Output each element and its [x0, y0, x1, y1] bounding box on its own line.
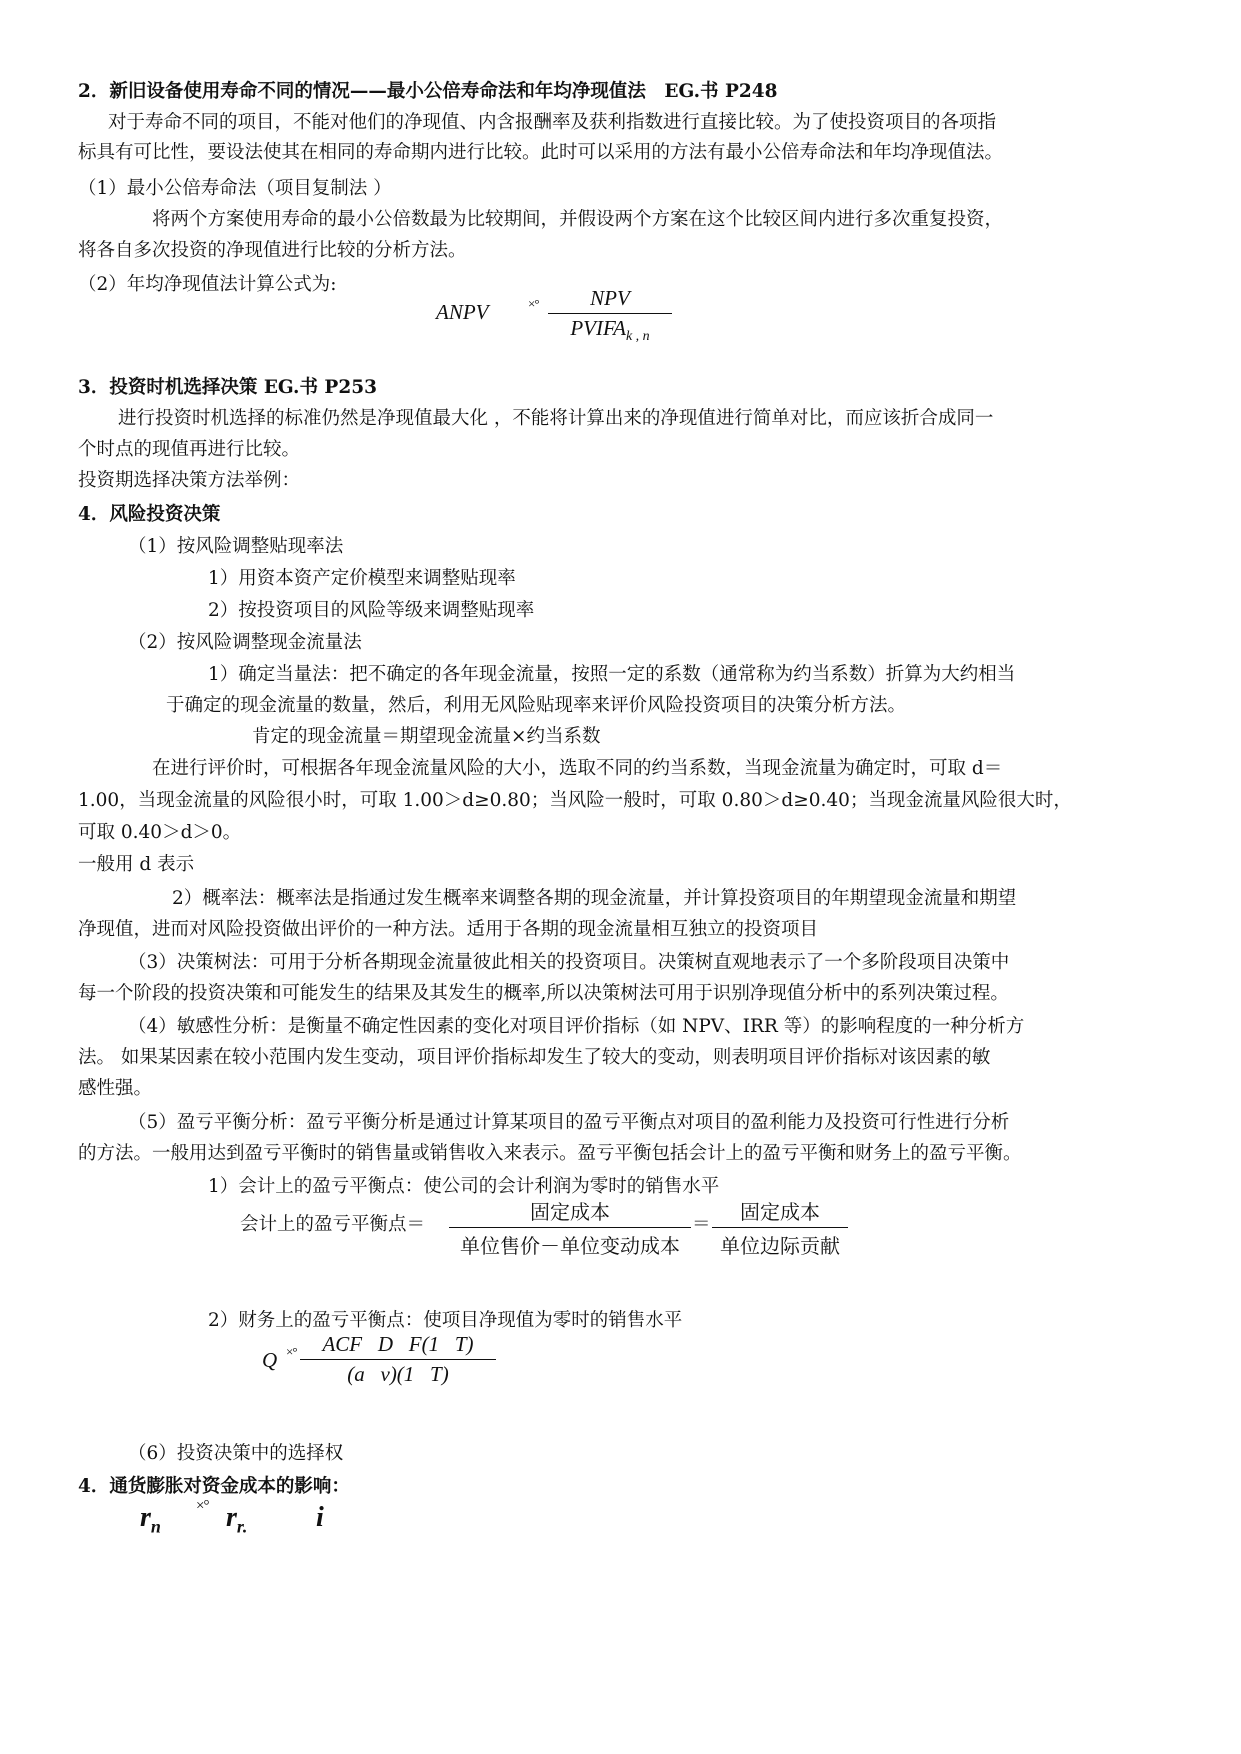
formula-denominator: [564, 314, 655, 345]
formula-equals-glyph: ×°: [528, 296, 539, 311]
paragraph-line: 将各自多次投资的净现值进行比较的分析方法。: [78, 240, 467, 261]
formula-fraction-1: [449, 1196, 691, 1259]
formula-equals-glyph: ×°: [196, 1498, 209, 1514]
formula-i: i: [316, 1502, 324, 1533]
formula-lhs: 会计上的盈亏平衡点＝: [240, 1214, 426, 1235]
paragraph-line: 对于寿命不同的项目，不能对他们的净现值、内含报酬率及获利指数进行直接比较。为了使投资项目的各项指: [108, 112, 997, 133]
section-inflation-heading: 4．通货膨胀对资金成本的影响：: [78, 1476, 350, 1497]
formula-q-fraction: [300, 1332, 496, 1387]
paragraph-line: 1.00，当现金流量的风险很小时，可取 1.00＞d≥0.80；当风险一般时，可取 0.80＞d≥0.40；当现金流量风险很大时，: [78, 790, 1072, 811]
formula-anpv-fraction: [548, 286, 672, 345]
list-item: 2）财务上的盈亏平衡点：使项目净现值为零时的销售水平: [208, 1310, 683, 1331]
formula-numerator: NPV: [590, 286, 630, 310]
section-3-heading: 3．投资时机选择决策 EG.书 P253: [78, 377, 377, 398]
paragraph-line: 的方法。一般用达到盈亏平衡时的销售量或销售收入来表示。盈亏平衡包括会计上的盈亏平衡和财务上的盈亏平衡。: [78, 1143, 1022, 1164]
formula-r-n: [140, 1502, 161, 1538]
paragraph-line: 一般用 d 表示: [78, 854, 195, 875]
paragraph-line: 2）概率法：概率法是指通过发生概率来调整各期的现金流量，并计算投资项目的年期望现金流量和期望: [172, 888, 1017, 909]
list-item: 2）按投资项目的风险等级来调整贴现率: [208, 600, 535, 621]
r-symbol: r: [226, 1502, 237, 1533]
paragraph-line: 1）确定当量法：把不确定的各年现金流量，按照一定的系数（通常称为约当系数）折算为大约相当: [208, 664, 1016, 685]
formula-numerator: 固定成本: [740, 1200, 820, 1224]
formula-denominator: 单位售价－单位变动成本: [460, 1234, 680, 1258]
formula-denominator: (a v)(1 T): [347, 1362, 449, 1386]
formula-equals-glyph: ×°: [286, 1344, 297, 1359]
paragraph-line: 净现值，进而对风险投资做出评价的一种方法。适用于各期的现金流量相互独立的投资项目: [78, 919, 819, 940]
r-symbol: r: [140, 1502, 151, 1533]
list-item: 1）用资本资产定价模型来调整贴现率: [208, 568, 516, 589]
paragraph-line: 在进行评价时，可根据各年现金流量风险的大小，选取不同的约当系数，当现金流量为确定时，可取 d＝: [152, 758, 1003, 779]
formula-equals: ＝: [692, 1214, 711, 1235]
section-2-heading: 2．新旧设备使用寿命不同的情况——最小公倍寿命法和年均净现值法 EG.书 P248: [78, 81, 778, 102]
paragraph-line: 进行投资时机选择的标准仍然是净现值最大化 ，不能将计算出来的净现值进行简单对比，而应该折合成同一: [118, 408, 994, 429]
method-1-title: （1）最小公倍寿命法（项目复制法 ）: [78, 178, 392, 199]
paragraph-line: 法。 如果某因素在较小范围内发生变动，项目评价指标却发生了较大的变动，则表明项目评价指标对该因素的敏: [78, 1047, 991, 1068]
list-item: 1）会计上的盈亏平衡点：使公司的会计利润为零时的销售水平: [208, 1176, 720, 1197]
pvifa-subscript: k , n: [625, 329, 650, 345]
paragraph-line: 个时点的现值再进行比较。: [78, 439, 301, 460]
paragraph-line: 投资期选择决策方法举例：: [78, 470, 301, 491]
section-4-heading: 4．风险投资决策: [78, 504, 221, 525]
method-2-title: （2）年均净现值法计算公式为:: [78, 274, 337, 295]
r-subscript: n: [150, 1516, 161, 1537]
paragraph-line: （5）盈亏平衡分析：盈亏平衡分析是通过计算某项目的盈亏平衡点对项目的盈利能力及投资可行性进行分析: [128, 1112, 1010, 1133]
paragraph-line: 可取 0.40＞d＞0。: [78, 822, 242, 843]
paragraph-line: （3）决策树法：可用于分析各期现金流量彼此相关的投资项目。决策树直观地表示了一个多阶段项目决策中: [128, 952, 1010, 973]
list-item: （6）投资决策中的选择权: [128, 1443, 344, 1464]
paragraph-line: 将两个方案使用寿命的最小公倍数最为比较期间，并假设两个方案在这个比较区间内进行多次重复投资，: [152, 209, 1004, 230]
formula-denominator: 单位边际贡献: [720, 1234, 840, 1258]
formula-anpv-lhs: ANPV: [436, 300, 489, 324]
paragraph-line: 每一个阶段的投资决策和可能发生的结果及其发生的概率,所以决策树法可用于识别净现值分析中的系列决策过程。: [78, 983, 1009, 1004]
formula-numerator: 固定成本: [530, 1200, 610, 1224]
paragraph-line: 标具有可比性，要设法使其在相同的寿命期内进行比较。此时可以采用的方法有最小公倍寿命法和年均净现值法。: [78, 142, 1004, 163]
paragraph-line: （4）敏感性分析：是衡量不确定性因素的变化对项目评价指标（如 NPV、IRR 等）的影响程度的一种分析方: [128, 1016, 1025, 1037]
equation-line: 肯定的现金流量＝期望现金流量×约当系数: [252, 726, 601, 747]
formula-numerator: ACF D F(1 T): [322, 1332, 474, 1356]
list-item: （2）按风险调整现金流量法: [128, 632, 362, 653]
list-item: （1）按风险调整贴现率法: [128, 536, 344, 557]
r-subscript: r.: [236, 1516, 248, 1537]
paragraph-line: 于确定的现金流量的数量，然后，利用无风险贴现率来评价风险投资项目的决策分析方法。: [166, 695, 907, 716]
formula-q-lhs: Q: [262, 1348, 278, 1372]
paragraph-line: 感性强。: [78, 1078, 153, 1099]
formula-fraction-2: [712, 1196, 848, 1259]
pvifa-text: PVIFA: [570, 316, 626, 340]
formula-r-r: [226, 1502, 247, 1538]
